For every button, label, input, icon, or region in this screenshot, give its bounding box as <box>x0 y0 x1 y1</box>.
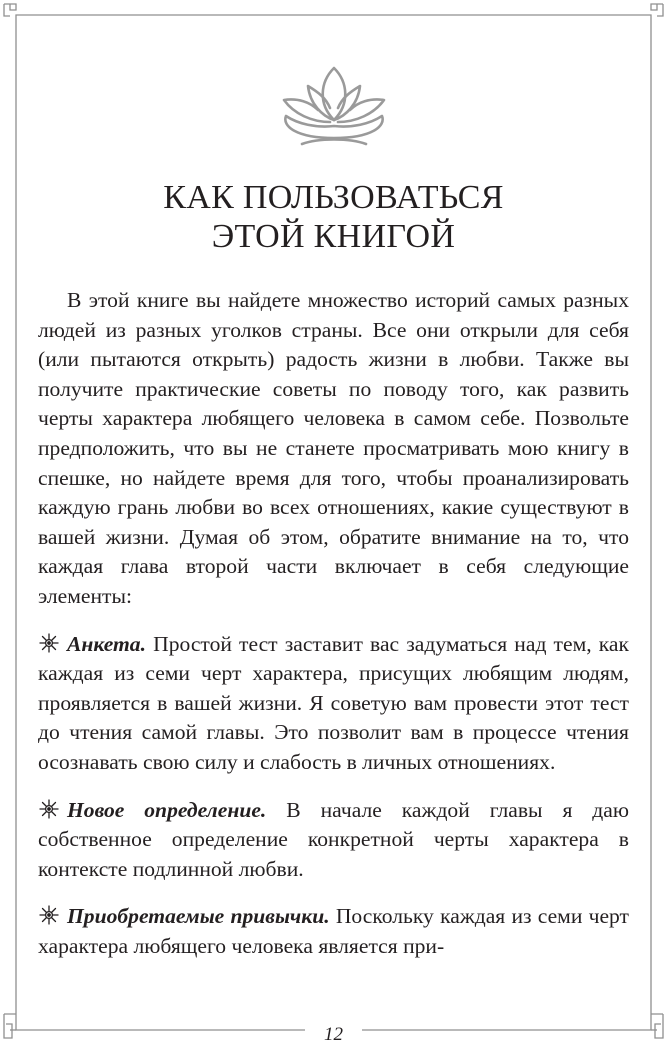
lotus-icon <box>272 64 396 148</box>
term-description: Поскольку каждая из семи черт характера любящего человека является при- <box>38 904 629 958</box>
list-item <box>38 902 629 961</box>
star-ornament-icon <box>38 905 60 925</box>
star-ornament-icon <box>38 633 60 653</box>
term-description: В начале каждой главы я даю собственное определение конкретной черты характера в контексте подлинной любви. <box>38 797 630 881</box>
term-description: Простой тест заставит вас задуматься над тем, как каждая из семи черт характера, присущих любящим людям, проявляется в вашей жизни. Я советую вам провести этот тест до чтения самой главы. Это позволит вам в процессе чтения осознавать свою силу и слабость в личных отношениях. <box>38 631 629 774</box>
chapter-title-line-2: ЭТОЙ КНИГОЙ <box>211 218 456 255</box>
intro-paragraph: В этой книге вы найдете множество историй самых разных людей из разных уголков страны. Все они открыли для себя (или пытаются открыть) радость жизни в любви. Также вы получите практические советы по поводу того, как развить черты характера любящего человека в самом себе. Позвольте предположить, что вы не станете просматривать мою книгу в спешке, но найдете время для того, чтобы проанализировать каждую грань любви во всех отношениях, какие существуют в вашей жизни. Думая об этом, обратите внимание на то, что каждая глава второй части включает в себя следующие элементы: <box>38 288 629 608</box>
term-label: Новое определение. <box>67 797 267 822</box>
page-number-value: 12 <box>316 1024 351 1045</box>
chapter-title-line-1: КАК ПОЛЬЗОВАТЬСЯ <box>163 179 504 216</box>
list-item <box>38 630 629 778</box>
body-text <box>38 286 629 979</box>
term-label: Анкета. <box>67 631 146 656</box>
star-ornament-icon <box>38 799 60 819</box>
term-label: Приобретаемые привычки. <box>67 904 330 929</box>
chapter-title <box>40 178 627 256</box>
list-item <box>38 796 629 885</box>
